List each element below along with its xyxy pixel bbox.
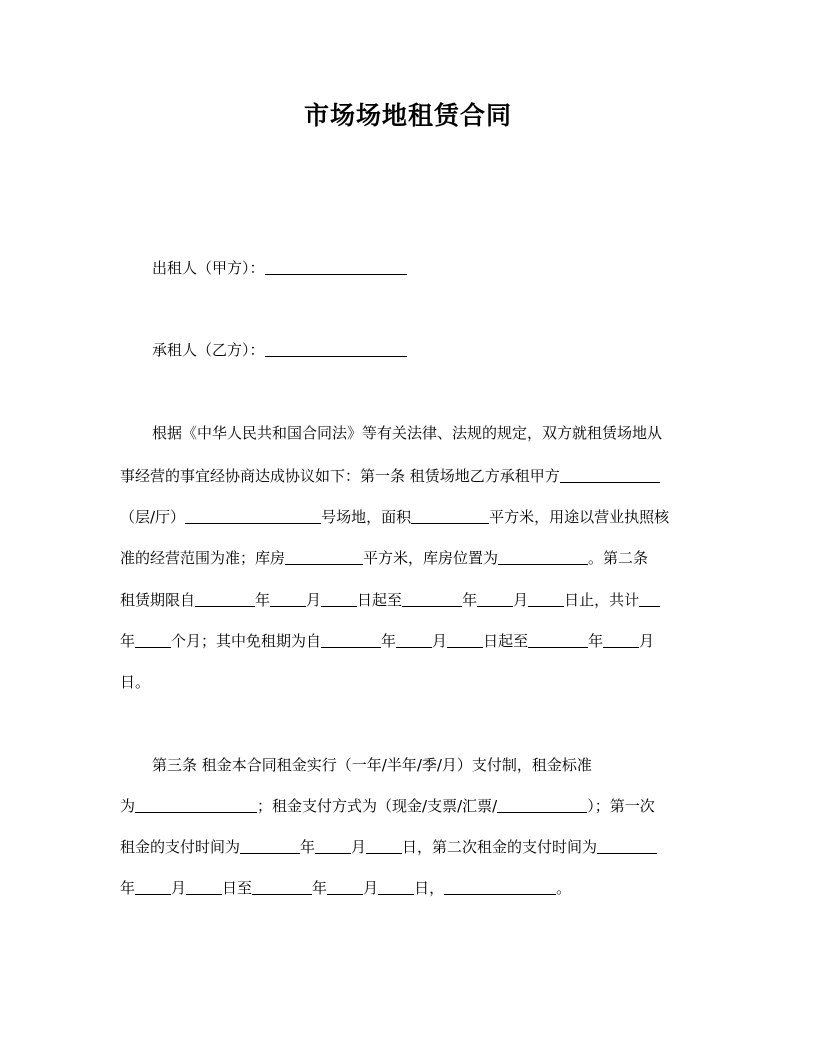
text-segment: 准的经营范围为准；库房 xyxy=(120,549,286,567)
end-month-blank[interactable] xyxy=(477,591,513,607)
second-pay-month-blank[interactable] xyxy=(135,879,171,895)
free-start-day-blank[interactable] xyxy=(447,632,483,648)
second-pay-year-blank[interactable] xyxy=(597,838,657,854)
text-segment: （层/厅） xyxy=(120,508,186,526)
free-end-month-blank[interactable] xyxy=(603,632,639,648)
site-number-blank[interactable] xyxy=(185,508,321,524)
second-pay-end-year-blank[interactable] xyxy=(252,879,312,895)
text-segment: 平方米，用途以营业执照核 xyxy=(489,508,670,526)
second-pay-end-day-blank[interactable] xyxy=(378,879,414,895)
text-segment: 年 xyxy=(588,632,604,650)
document-title: 市场场地租赁合同 xyxy=(303,101,512,130)
storage-location-blank[interactable] xyxy=(498,549,588,565)
second-pay-end-month-blank[interactable] xyxy=(327,879,363,895)
end-day-blank[interactable] xyxy=(528,591,564,607)
paragraph-1-line-4 xyxy=(120,548,700,568)
text-segment: 租赁期限自 xyxy=(120,591,196,609)
text-segment: 年 xyxy=(120,879,136,897)
lessee-label: 承租人（乙方）： xyxy=(152,341,265,359)
text-segment: 根据《中华人民共和国合同法》等有关法律、法规的规定，双方就租赁场地从 xyxy=(152,424,663,442)
text-segment: 月 xyxy=(171,879,187,897)
lessor-line xyxy=(152,258,732,278)
start-year-blank[interactable] xyxy=(195,591,255,607)
text-segment: 事经营的事宜经协商达成协议如下：第一条 租赁场地乙方承租甲方 xyxy=(120,467,560,485)
lessee-blank[interactable] xyxy=(265,341,407,357)
paragraph-1-line-2 xyxy=(120,466,700,486)
text-segment: 日起至 xyxy=(483,632,529,650)
text-segment: 平方米，库房位置为 xyxy=(363,549,499,567)
paragraph-1-line-3 xyxy=(120,507,700,527)
text-segment: 年 xyxy=(120,632,136,650)
start-day-blank[interactable] xyxy=(321,591,357,607)
area-blank[interactable] xyxy=(411,508,489,524)
paragraph-2-line-3 xyxy=(120,837,700,857)
second-pay-day-blank[interactable] xyxy=(186,879,222,895)
text-segment: 年 xyxy=(255,591,271,609)
total-years-blank[interactable] xyxy=(639,591,660,607)
storage-area-blank[interactable] xyxy=(285,549,363,565)
text-segment: 日。 xyxy=(120,673,151,691)
paragraph-1-line-7 xyxy=(120,672,700,692)
first-pay-day-blank[interactable] xyxy=(366,838,402,854)
text-segment: 号场地，面积 xyxy=(321,508,412,526)
paragraph-1-line-1 xyxy=(152,423,732,443)
text-segment: 月 xyxy=(363,879,379,897)
paragraph-1-line-6 xyxy=(120,631,700,651)
first-pay-year-blank[interactable] xyxy=(240,838,300,854)
floor-blank[interactable] xyxy=(560,467,660,483)
first-pay-month-blank[interactable] xyxy=(315,838,351,854)
paragraph-2-line-4 xyxy=(120,878,700,898)
text-segment: 年 xyxy=(462,591,478,609)
paragraph-2-line-1 xyxy=(152,755,732,775)
lessor-label: 出租人（甲方）： xyxy=(152,259,265,277)
total-months-blank[interactable] xyxy=(135,632,171,648)
free-start-year-blank[interactable] xyxy=(321,632,381,648)
text-segment: 个月；其中免租期为自 xyxy=(171,632,322,650)
text-segment: 租金的支付时间为 xyxy=(120,838,241,856)
end-year-blank[interactable] xyxy=(402,591,462,607)
text-segment: 月 xyxy=(351,838,367,856)
paragraph-1-line-5 xyxy=(120,590,700,610)
text-segment: 年 xyxy=(381,632,397,650)
text-segment: ）；第一次 xyxy=(587,797,655,815)
lessor-blank[interactable] xyxy=(265,259,407,275)
lessee-line xyxy=(152,340,732,360)
text-segment: 年 xyxy=(300,838,316,856)
text-segment: 。第二条 xyxy=(588,549,649,567)
rent-standard-blank[interactable] xyxy=(135,797,257,813)
text-segment: 日， xyxy=(414,879,445,897)
text-segment: 月 xyxy=(639,632,655,650)
text-segment: 第三条 租金本合同租金实行（一年/半年/季/月）支付制，租金标准 xyxy=(152,756,592,774)
text-segment: ；租金支付方式为（现金/支票/汇票/ xyxy=(257,797,498,815)
text-segment: 日起至 xyxy=(357,591,403,609)
second-pay-amount-blank[interactable] xyxy=(444,879,556,895)
free-end-year-blank[interactable] xyxy=(528,632,588,648)
text-segment: 为 xyxy=(120,797,136,815)
text-segment: 日止，共计 xyxy=(564,591,640,609)
text-segment: 月 xyxy=(513,591,529,609)
free-start-month-blank[interactable] xyxy=(396,632,432,648)
text-segment: 月 xyxy=(432,632,448,650)
text-segment: 日，第二次租金的支付时间为 xyxy=(402,838,598,856)
text-segment: 年 xyxy=(312,879,328,897)
text-segment: 。 xyxy=(556,879,572,897)
payment-method-blank[interactable] xyxy=(497,797,587,813)
start-month-blank[interactable] xyxy=(270,591,306,607)
paragraph-2-line-2 xyxy=(120,796,700,816)
text-segment: 日至 xyxy=(222,879,253,897)
text-segment: 月 xyxy=(306,591,322,609)
